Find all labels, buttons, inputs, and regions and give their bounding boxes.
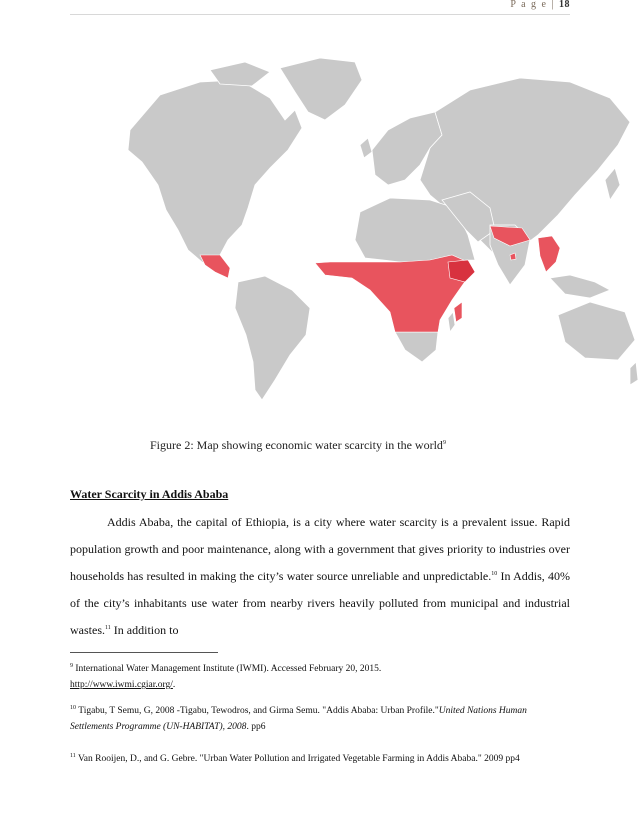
footnote-9 xyxy=(70,658,570,693)
ethiopia-scarcity xyxy=(448,260,475,282)
greenland xyxy=(280,58,362,120)
new-zealand xyxy=(630,362,638,385)
paragraph-text-part3: In addition to xyxy=(110,623,179,637)
japan xyxy=(605,168,620,200)
footnote-ref-10: 10 xyxy=(491,571,498,577)
southern-africa xyxy=(395,332,438,362)
footnote-number: 9 xyxy=(70,663,73,669)
paragraph-text-part2: In Addis, 40% of the city’s inhabitants use water from nearby rivers heavily polluted from municipal and industrial wastes. xyxy=(70,569,571,637)
page-number: 18 xyxy=(559,0,570,10)
footnote-tail: . xyxy=(172,680,176,691)
caption-text: Figure 2: Map showing economic water scarcity in the world xyxy=(150,438,443,452)
world-water-scarcity-map xyxy=(70,50,638,405)
footnote-italic-source: United Nations Human Settlements Programme (UN-HABITAT), 2008 xyxy=(70,706,527,733)
south-america xyxy=(235,276,310,400)
body-paragraph xyxy=(70,509,570,644)
subsaharan-africa-scarcity xyxy=(315,255,468,332)
footnote-number: 10 xyxy=(70,705,76,711)
map-svg xyxy=(70,50,638,405)
section-heading: Water Scarcity in Addis Ababa xyxy=(70,487,229,501)
page-label: P a g e | xyxy=(510,0,555,10)
iwmi-link[interactable]: http://www.iwmi.cgiar.org/ xyxy=(70,680,173,691)
madagascar-grey xyxy=(448,312,455,332)
footnote-number: 11 xyxy=(70,753,76,759)
se-asia-islands xyxy=(550,275,610,298)
footnote-tail: . pp6 xyxy=(246,722,266,733)
arctic-islands xyxy=(210,62,270,86)
australia xyxy=(558,302,635,360)
central-america-scarcity xyxy=(200,255,230,278)
footnote-11 xyxy=(70,748,570,767)
uk xyxy=(360,138,372,158)
figure-caption xyxy=(150,438,446,453)
footnote-text: Van Rooijen, D., and G. Gebre. "Urban Water Pollution and Irrigated Vegetable Farming in Addis Ababa." 2009 pp4 xyxy=(78,754,520,765)
footnote-text: Tigabu, T Semu, G, 2008 -Tigabu, Tewodros, and Girma Semu. "Addis Ababa: Urban Profile." xyxy=(78,706,439,717)
paragraph-text-part1: Addis Ababa, the capital of Ethiopia, is a city where water scarcity is a prevalent issue. Rapid population growth and poor maintenance, along with a government that gives priority to industries over households has resulted in making the city’s water source unreliable and unpredictable. xyxy=(70,515,570,583)
footnote-ref-11: 11 xyxy=(105,625,111,631)
footnote-10 xyxy=(70,700,570,735)
footnote-divider xyxy=(70,652,218,653)
page-header xyxy=(70,0,570,15)
north-america xyxy=(128,80,302,268)
madagascar-scarcity xyxy=(454,302,462,322)
se-asia-scarcity xyxy=(538,236,560,272)
caption-footnote-ref: 9 xyxy=(442,440,446,446)
footnote-text: International Water Management Institute (IWMI). Accessed February 20, 2015. xyxy=(75,664,382,675)
